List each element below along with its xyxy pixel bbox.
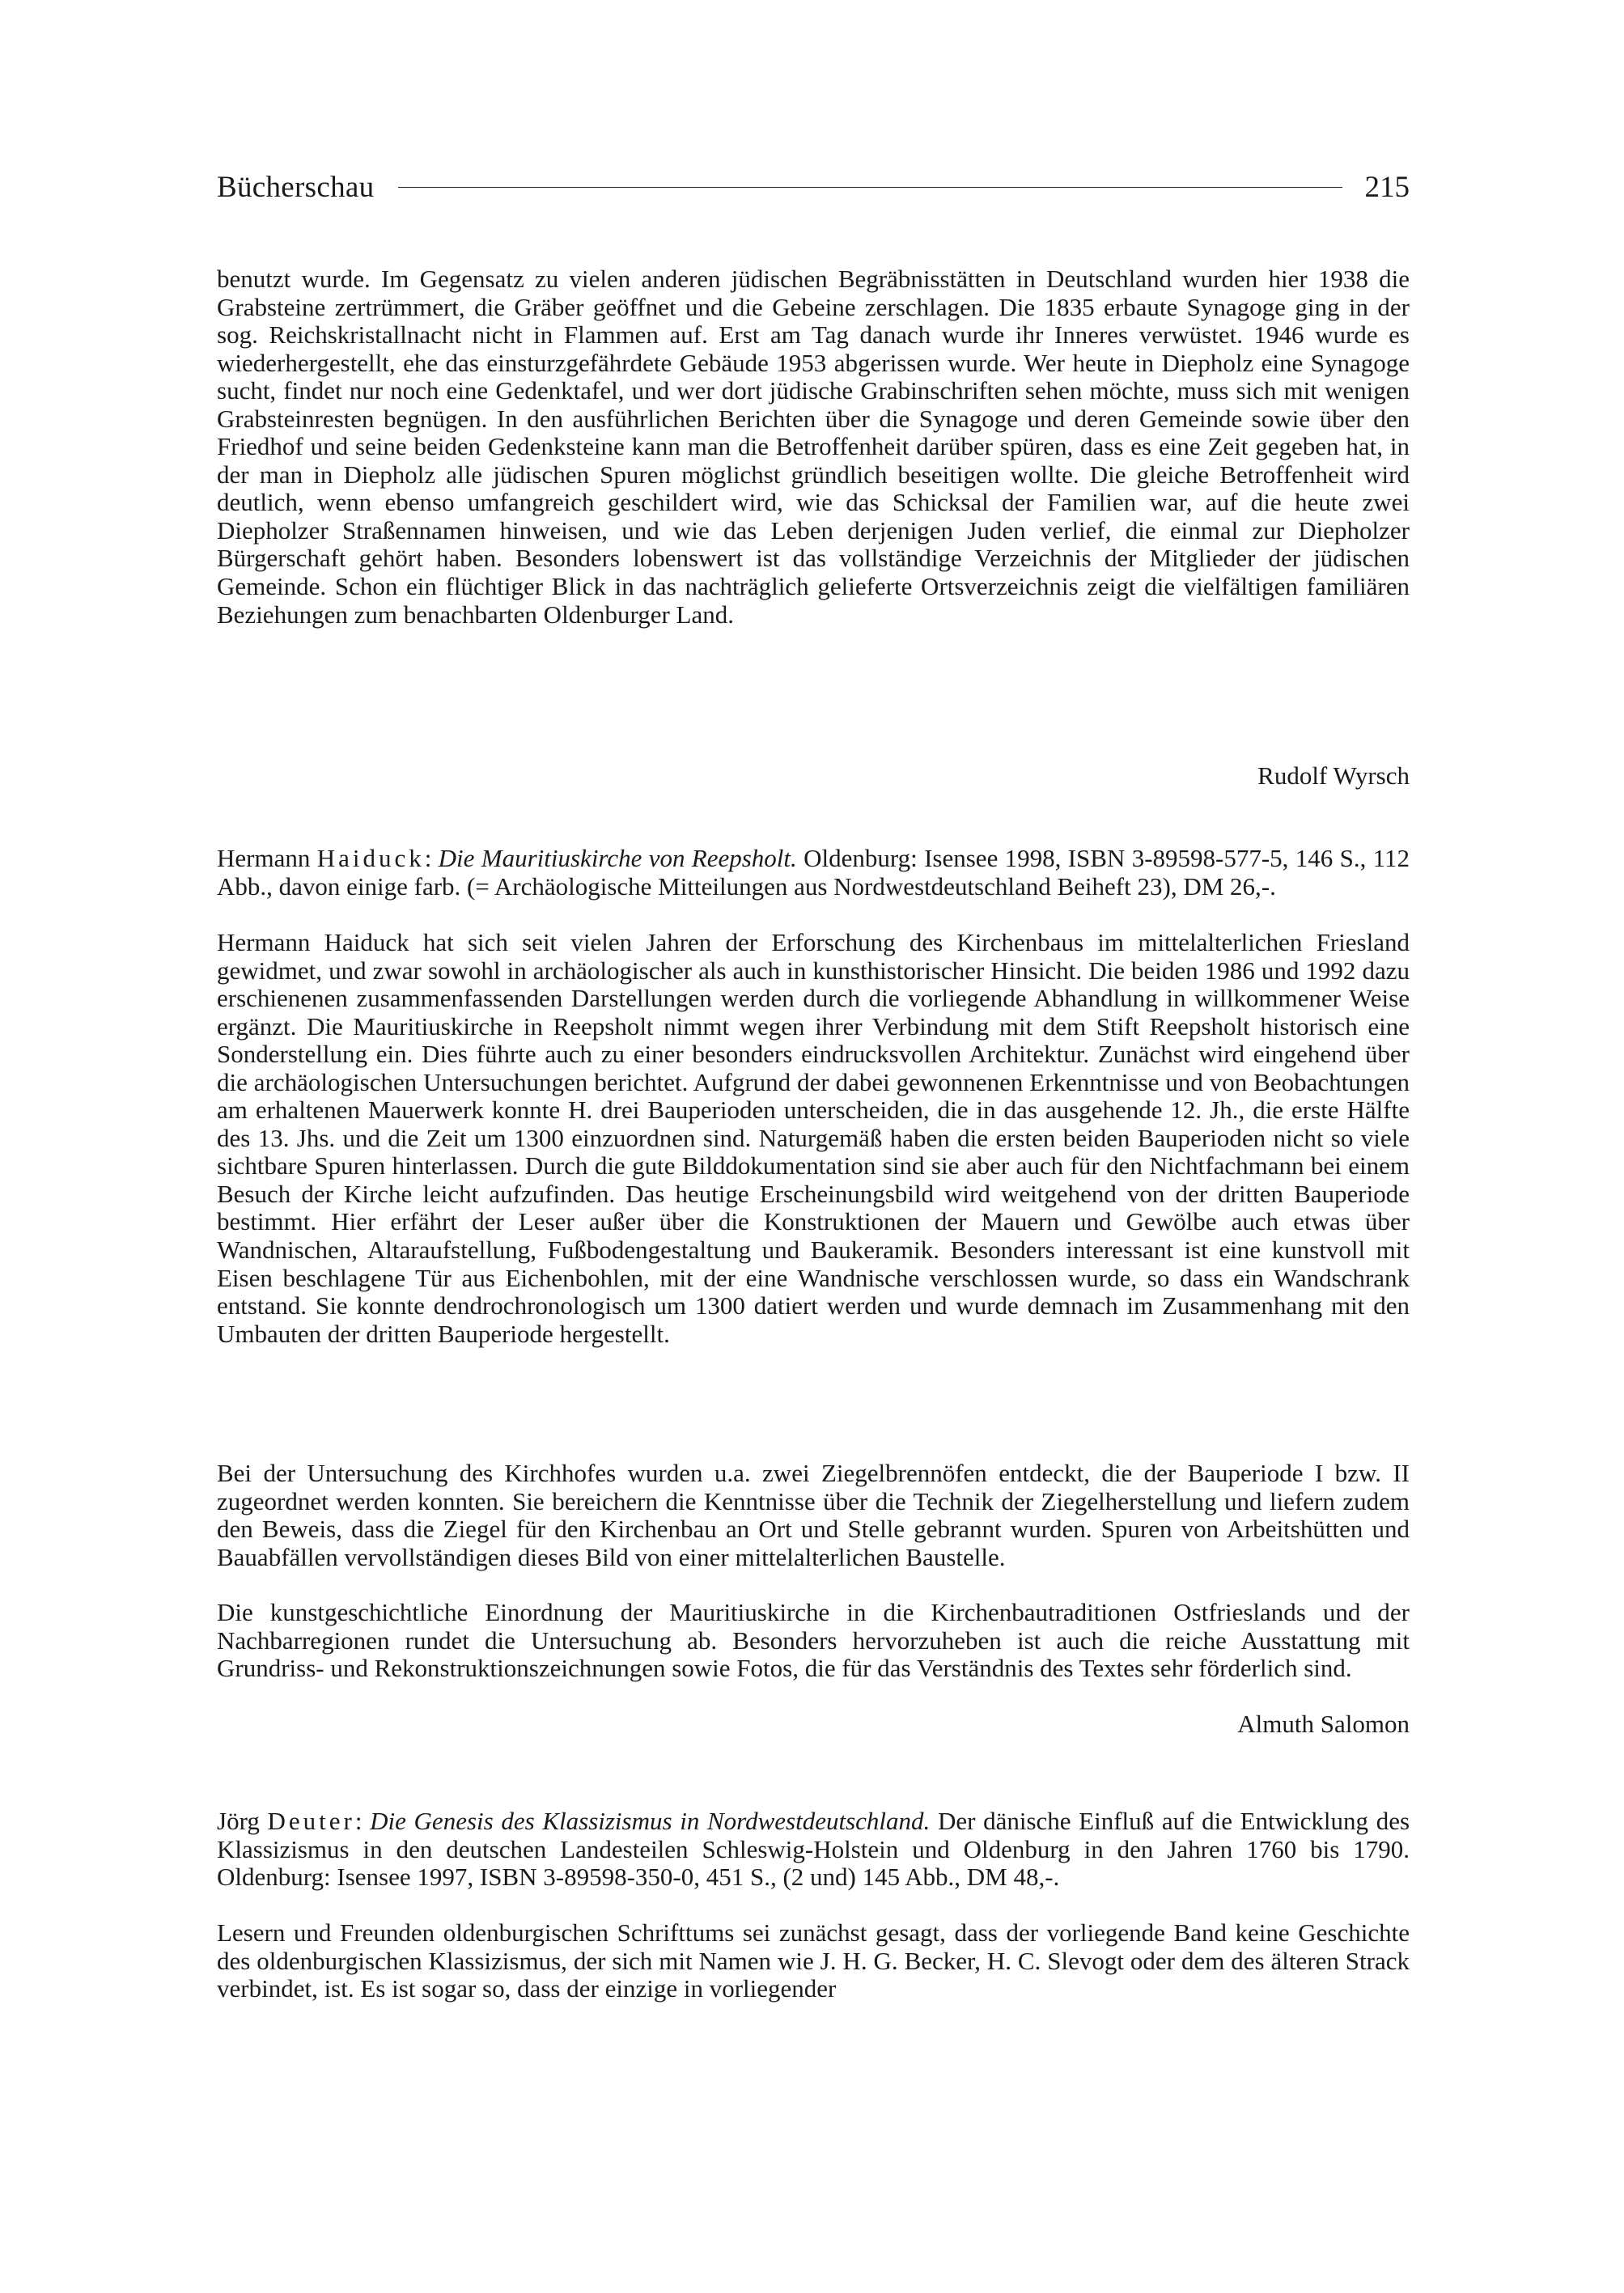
review-1-reviewer: Rudolf Wyrsch	[1257, 761, 1410, 790]
review-3-author-first: Jörg	[217, 1807, 260, 1835]
review-2-book-details: Oldenburg: Isensee 1998, ISBN 3-89598-577-5, 146 S., 112 Abb., davon einige farb. (= Archäologische Mitteilungen aus Nordwestdeutschland Beiheft 23), DM 26,-.	[217, 844, 1410, 901]
review-2-paragraph: Bei der Untersuchung des Kirchhofes wurden u.a. zwei Ziegelbrennöfen entdeckt, die der Bauperiode I bzw. II zugeordnet werden konnten. Sie bereichern die Kenntnisse über die Technik der Ziegelherstellung und liefern zudem den Beweis, dass die Ziegel für den Kirchenbau an Ort und Stelle gebrannt wurden. Spuren von Arbeitshütten und Bauabfällen vervollständigen dieses Bild von einer mittelalterlichen Baustelle.	[217, 1459, 1410, 1571]
review-3-author-last: Deuter	[267, 1807, 355, 1835]
review-3-book-details: Der dänische Einfluß auf die Entwicklung des Klassizismus in den deutschen Landesteilen Schleswig-Holstein und Oldenburg in den Jahren 1760 bis 1790. Oldenburg: Isensee 1997, ISBN 3-89598-350-0, 451 S., (2 und) 145 Abb., DM 48,-.	[217, 1807, 1410, 1892]
running-head	[217, 167, 1410, 207]
review-2-book-title: Die Mauritiuskirche von Reepsholt.	[438, 844, 797, 872]
review-2-paragraph: Die kunstgeschichtliche Einordnung der Mauritiuskirche in die Kirchenbautraditionen Ostfrieslands und der Nachbarregionen rundet die Untersuchung ab. Besonders hervorzuheben ist auch die reiche Ausstattung mit Grundriss- und Rekonstruktionszeichnungen sowie Fotos, die für das Verständnis des Textes sehr förderlich sind.	[217, 1598, 1410, 1683]
review-3-book-title: Die Genesis des Klassizismus in Nordwestdeutschland.	[370, 1807, 931, 1835]
review-2-author-first: Hermann	[217, 844, 311, 872]
review-2-citation: Hermann Haiduck: Die Mauritiuskirche von Reepsholt. Oldenburg: Isensee 1998, ISBN 3-89598-577-5, 146 S., 112 Abb., davon einige farb. (= Archäologische Mitteilungen aus Nordwestdeutschland Beiheft 23), DM 26,-.	[217, 844, 1410, 901]
header-rule	[398, 187, 1342, 188]
review-2-author-last: Haiduck	[316, 844, 425, 872]
page-number: 215	[1364, 170, 1410, 204]
review-3-paragraph: Lesern und Freunden oldenburgischen Schrifttums sei zunächst gesagt, dass der vorliegende Band keine Geschichte des oldenburgischen Klassizismus, der sich mit Namen wie J. H. G. Becker, H. C. Slevogt oder dem des älteren Strack verbindet, ist. Es ist sogar so, dass der einzige in vorliegender	[217, 1918, 1410, 2003]
section-title: Bücherschau	[217, 170, 375, 204]
review-2-paragraph: Hermann Haiduck hat sich seit vielen Jahren der Erforschung des Kirchenbaus im mittelalterlichen Friesland gewidmet, und zwar sowohl in archäologischer als auch in kunsthistorischer Hinsicht. Die beiden 1986 und 1992 dazu erschienenen zusammenfassenden Darstellungen werden durch die vorliegende Abhandlung in willkommener Weise ergänzt. Die Mauritiuskirche in Reepsholt nimmt wegen ihrer Verbindung mit dem Stift Reepsholt historisch eine Sonderstellung ein. Dies führte auch zu einer besonders eindrucksvollen Architektur. Zunächst wird eingehend über die archäologischen Untersuchungen berichtet. Aufgrund der dabei gewonnenen Erkenntnisse und von Beobachtungen am erhaltenen Mauerwerk konnte H. drei Bauperioden unterscheiden, die in das ausgehende 12. Jh., die erste Hälfte des 13. Jhs. und die Zeit um 1300 einzuordnen sind. Naturgemäß haben die ersten beiden Bauperioden nicht so viele sichtbare Spuren hinterlassen. Durch die gute Bilddokumentation sind sie aber auch für den Nichtfachmann bei einem Besuch der Kirche leicht aufzufinden. Das heutige Erscheinungsbild wird weitgehend von der dritten Bauperiode bestimmt. Hier erfährt der Leser außer über die Konstruktionen der Mauern und Gewölbe auch etwas über Wandnischen, Altaraufstellung, Fußbodengestaltung und Baukeramik. Besonders interessant ist eine kunstvoll mit Eisen beschlagene Tür aus Eichenbohlen, mit der eine Wandnische verschlossen wurde, so dass ein Wandschrank entstand. Sie konnte dendrochronologisch um 1300 datiert werden und wurde demnach im Zusammenhang mit den Umbauten der dritten Bauperiode hergestellt.	[217, 928, 1410, 1348]
review-1-continuation: benutzt wurde. Im Gegensatz zu vielen anderen jüdischen Begräbnisstätten in Deutschland wurden hier 1938 die Grabsteine zertrümmert, die Gräber geöffnet und die Gebeine zerschlagen. Die 1835 erbaute Synagoge ging in der sog. Reichskristallnacht nicht in Flammen auf. Erst am Tag danach wurde ihr Inneres verwüstet. 1946 wurde es wiederhergestellt, ehe das einsturzgefährdete Gebäude 1953 abgerissen wurde. Wer heute in Diepholz eine Synagoge sucht, findet nur noch eine Gedenktafel, und wer dort jüdische Grabinschriften sehen möchte, muss sich mit wenigen Grabsteinresten begnügen. In den ausführlichen Berichten über die Synagoge und deren Gemeinde sowie über den Friedhof und seine beiden Gedenksteine kann man die Betroffenheit darüber spüren, dass es eine Zeit gegeben hat, in der man in Diepholz alle jüdischen Spuren möglichst gründlich beseitigen wollte. Die gleiche Betroffenheit wird deutlich, wenn ebenso umfangreich geschildert wird, wie das Schicksal der Familien war, auf die heute zwei Diepholzer Straßennamen hinweisen, und wie das Leben derjenigen Juden verlief, die einmal zur Diepholzer Bürgerschaft gehört haben. Besonders lobenswert ist das vollständige Verzeichnis der Mitglieder der jüdischen Gemeinde. Schon ein flüchtiger Blick in das nachträglich gelieferte Ortsverzeichnis zeigt die vielfältigen familiären Beziehungen zum benachbarten Oldenburger Land.	[217, 265, 1410, 629]
book-review-page	[217, 0, 1410, 2293]
review-2-reviewer: Almuth Salomon	[1237, 1710, 1410, 1738]
review-3-citation: Jörg Deuter: Die Genesis des Klassizismus in Nordwestdeutschland. Der dänische Einfluß auf die Entwicklung des Klassizismus in den deutschen Landesteilen Schleswig-Holstein und Oldenburg in den Jahren 1760 bis 1790. Oldenburg: Isensee 1997, ISBN 3-89598-350-0, 451 S., (2 und) 145 Abb., DM 48,-.	[217, 1807, 1410, 1892]
